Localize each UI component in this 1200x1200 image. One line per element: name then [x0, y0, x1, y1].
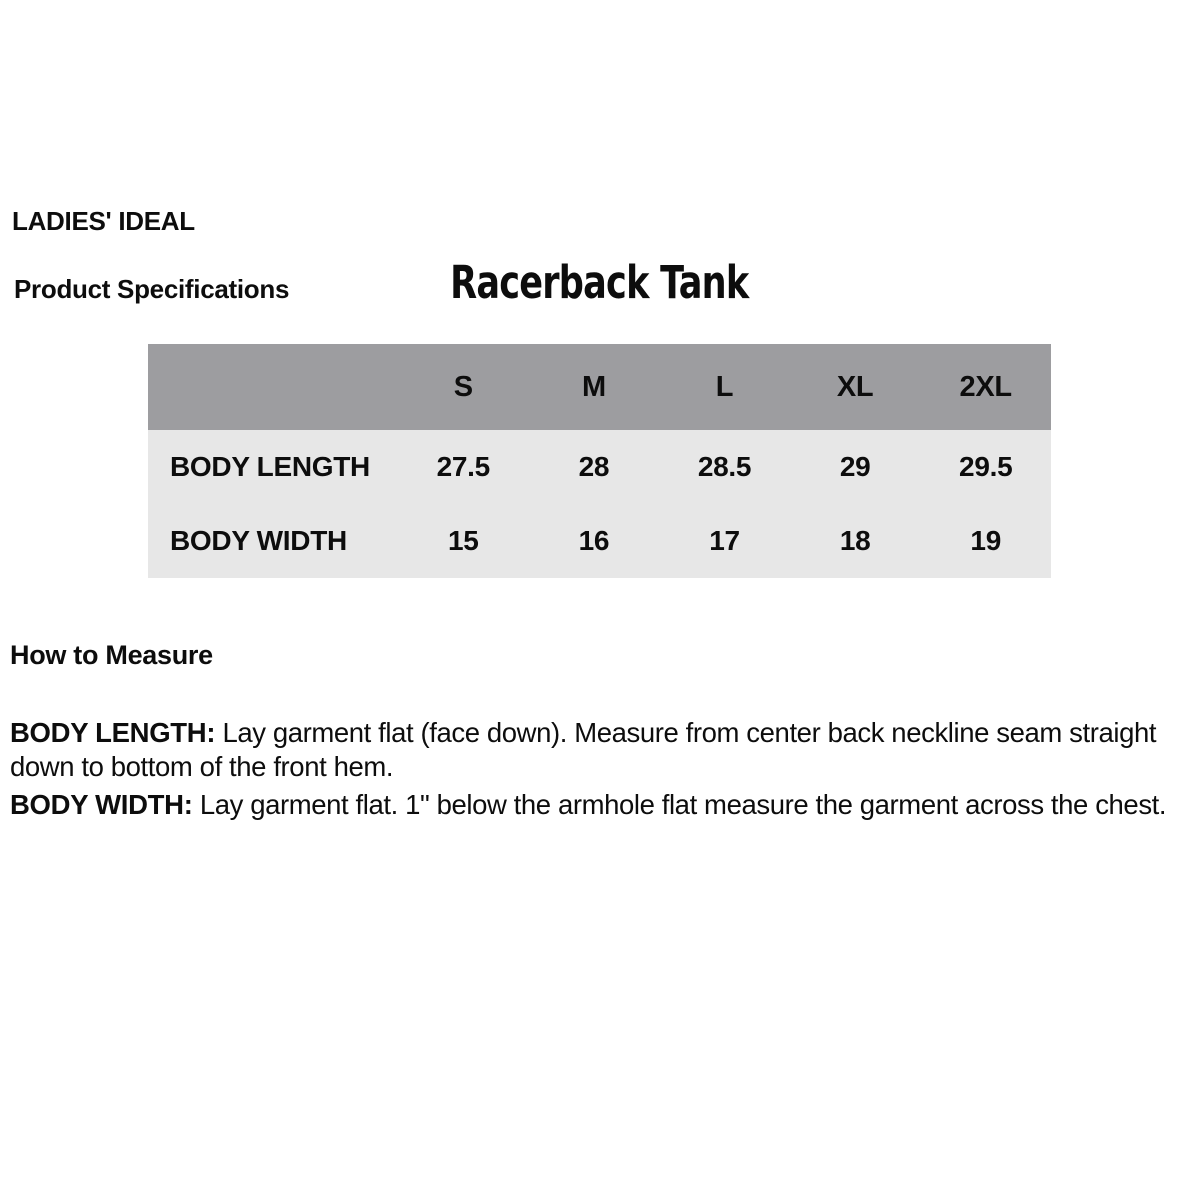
measure-term-body-length: BODY LENGTH:	[10, 717, 216, 748]
row-label-body-length: BODY LENGTH	[148, 430, 398, 504]
measure-term-body-width: BODY WIDTH:	[10, 789, 193, 820]
body-length-value-l: 28.5	[659, 430, 790, 504]
measure-desc-body-length: Lay garment flat (face down). Measure from center back neckline seam straight down to bottom of the front hem.	[10, 717, 1157, 782]
measure-desc-body-width: Lay garment flat. 1" below the armhole flat measure the garment across the chest.	[192, 789, 1167, 820]
brand-line: LADIES' IDEAL	[12, 206, 195, 236]
body-width-value-s: 15	[398, 504, 529, 578]
size-column-header-s: S	[398, 344, 529, 430]
size-column-header-m: M	[529, 344, 660, 430]
body-length-value-m: 28	[529, 430, 660, 504]
size-column-header-l: L	[659, 344, 790, 430]
how-to-measure-heading: How to Measure	[10, 640, 213, 670]
section-label: Product Specifications	[14, 274, 290, 304]
size-column-header-xl: XL	[790, 344, 921, 430]
measure-item-body-width	[10, 788, 1198, 822]
body-width-value-xl: 18	[790, 504, 921, 578]
body-length-value-xl: 29	[790, 430, 921, 504]
body-width-value-m: 16	[529, 504, 660, 578]
body-length-value-2xl: 29.5	[920, 430, 1051, 504]
body-width-value-2xl: 19	[920, 504, 1051, 578]
product-title-wrap	[148, 256, 1051, 309]
size-chart-table	[148, 344, 1051, 578]
row-label-body-width: BODY WIDTH	[148, 504, 398, 578]
size-chart-corner-cell	[148, 344, 398, 430]
body-width-value-l: 17	[659, 504, 790, 578]
how-to-measure-list	[10, 712, 1198, 822]
measure-item-body-length	[10, 716, 1198, 784]
size-column-header-2xl: 2XL	[920, 344, 1051, 430]
product-title: Racerback Tank	[450, 256, 749, 309]
body-length-value-s: 27.5	[398, 430, 529, 504]
